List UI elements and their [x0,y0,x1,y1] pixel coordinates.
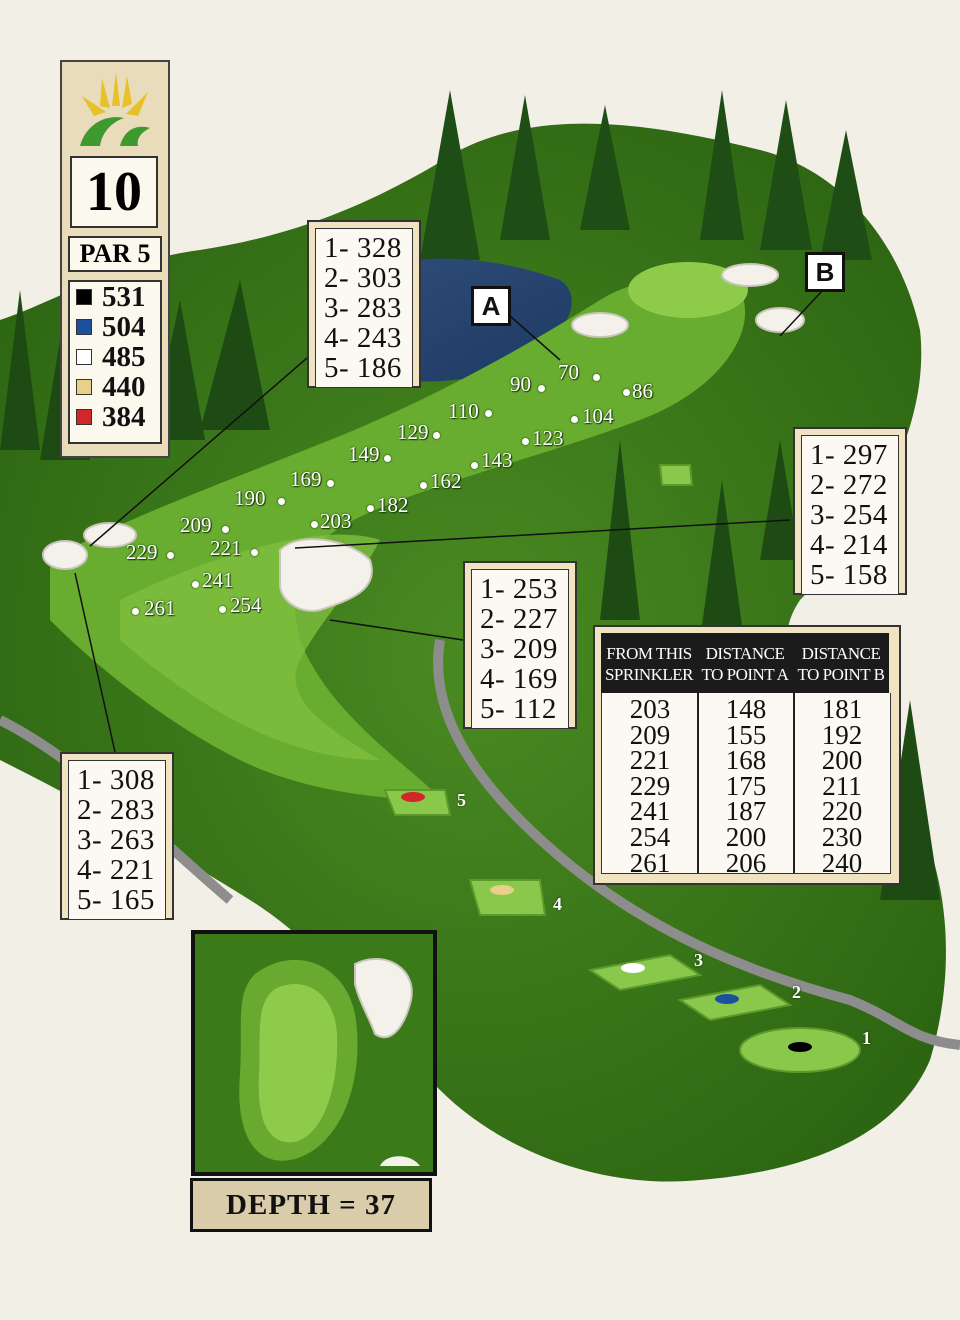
sprinkler-yardage: 143 [481,448,513,472]
sprinkler-yardage: 129 [397,420,429,444]
hole-number: 10 [70,156,158,228]
table-cell: 181 [821,694,863,724]
distance-line: 3- 209 [480,633,558,665]
distance-line: 1- 297 [810,439,888,471]
sprinkler-yardage: 190 [234,486,266,510]
distance-line: 2- 283 [77,794,155,826]
tee-yardage: 384 [102,400,146,433]
sprinkler-yardage: 104 [582,404,614,428]
sprinkler-dot [471,462,478,469]
tee-row [70,342,160,372]
sprinkler-dot [278,498,285,505]
table-cell: 221 [629,745,671,776]
distance-line: 3- 283 [324,292,402,324]
sprinkler-yardage: 241 [202,568,234,592]
sprinkler-yardage: 70 [558,360,579,384]
tee-color-swatch [76,289,92,305]
tee-number: 3 [694,950,703,970]
sprinkler-dot [222,526,229,533]
table-cell: 168 [725,745,767,776]
distance-line: 2- 272 [810,469,888,501]
tee-row [70,282,160,312]
sprinkler-dot [367,505,374,512]
distance-line: 3- 254 [810,499,888,531]
distance-line: 5- 112 [480,693,557,725]
tee-number: 1 [862,1028,871,1048]
table-cell: 211 [822,770,862,801]
sprinkler-yardage: 110 [448,399,479,423]
distance-line: 3- 263 [77,824,155,856]
par-label: PAR 5 [68,236,162,272]
distance-line: 4- 214 [810,529,888,561]
tee-color-swatch [76,379,92,395]
distance-line: 1- 308 [77,764,155,796]
table-cell: 200 [821,745,863,776]
table-cell: 148 [725,694,767,724]
tee-row [70,312,160,342]
sprinkler-dot [311,521,318,528]
distance-box-bottom-left [60,752,174,920]
sprinkler-dot [593,374,600,381]
tee-yardage: 531 [102,280,146,313]
sprinkler-dot [167,552,174,559]
tee-number: 5 [457,790,466,810]
sprinkler-yardage: 209 [180,513,212,537]
sprinkler-dot [251,549,258,556]
tee-row [70,372,160,402]
tee-row [70,402,160,432]
table-cell: 187 [725,796,767,827]
distance-line: 5- 186 [324,352,402,384]
sprinkler-dot [132,608,139,615]
tee-number: 2 [792,982,801,1002]
sprinkler-yardage: 162 [430,469,462,493]
sprinkler-dot [192,581,199,588]
table-header [601,633,889,693]
distance-box-right [793,427,907,595]
distance-line: 1- 253 [480,573,558,605]
sprinkler-yardage: 123 [532,426,564,450]
table-cell: 254 [629,821,671,852]
depth-label: DEPTH = 37 [190,1178,432,1232]
point-b-marker: B [805,252,845,292]
sprinkler-dot [420,482,427,489]
course-logo [72,68,158,152]
table-cell: 206 [725,847,767,878]
column-sprinkler [602,694,698,878]
table-cell: 241 [629,796,671,827]
tee-color-swatch [76,349,92,365]
table-cell: 230 [821,821,863,852]
distance-box-center [463,561,577,729]
sprinkler-yardage: 221 [210,536,242,560]
header-to-point-a: DISTANCE TO POINT A [701,644,789,684]
sprinkler-yardage: 254 [230,593,262,617]
hole-info-panel [60,60,170,458]
tee-yardages [68,280,162,444]
sprinkler-dot [384,455,391,462]
sprinkler-dot [571,416,578,423]
distance-line: 1- 328 [324,232,402,264]
distance-line: 2- 303 [324,262,402,294]
sprinkler-yardage: 169 [290,467,322,491]
column-to-point-a [698,694,794,878]
sprinkler-dot [485,410,492,417]
sprinkler-dot [538,385,545,392]
sprinkler-yardage: 149 [348,442,380,466]
table-cell: 200 [725,821,767,852]
table-cell: 175 [725,770,767,801]
distance-line: 4- 169 [480,663,558,695]
table-cell: 155 [725,719,767,750]
tee-yardage: 485 [102,340,146,373]
table-cell: 220 [821,796,863,827]
distance-box-top-left [307,220,421,388]
sprinkler-dot [327,480,334,487]
table-body [601,693,891,878]
tee-number: 4 [553,894,562,914]
sprinkler-yardage: 203 [320,509,352,533]
sprinkler-distance-table [593,625,901,885]
sprinkler-dot [522,438,529,445]
distance-line: 5- 158 [810,559,888,591]
sprinkler-dot [219,606,226,613]
tee-color-swatch [76,319,92,335]
green-depth-inset [191,930,437,1176]
table-cell: 229 [629,770,671,801]
sprinkler-yardage: 86 [632,379,653,403]
table-cell: 192 [821,719,863,750]
table-cell: 203 [629,694,671,724]
column-to-point-b [794,694,890,878]
tee-color-swatch [76,409,92,425]
distance-line: 4- 221 [77,854,155,886]
table-cell: 209 [629,719,671,750]
table-cell: 261 [629,847,671,878]
table-cell: 240 [821,847,863,878]
sprinkler-yardage: 261 [144,596,176,620]
sprinkler-dot [433,432,440,439]
tee-yardage: 504 [102,310,146,343]
header-to-point-b: DISTANCE TO POINT B [797,644,885,684]
distance-line: 5- 165 [77,884,155,916]
header-sprinkler: FROM THIS SPRINKLER [604,644,694,684]
sprinkler-yardage: 182 [377,493,409,517]
sprinkler-dot [623,389,630,396]
point-a-marker: A [471,286,511,326]
sprinkler-yardage: 229 [126,540,158,564]
sprinkler-yardage: 90 [510,372,531,396]
tee-yardage: 440 [102,370,146,403]
distance-line: 4- 243 [324,322,402,354]
distance-line: 2- 227 [480,603,558,635]
